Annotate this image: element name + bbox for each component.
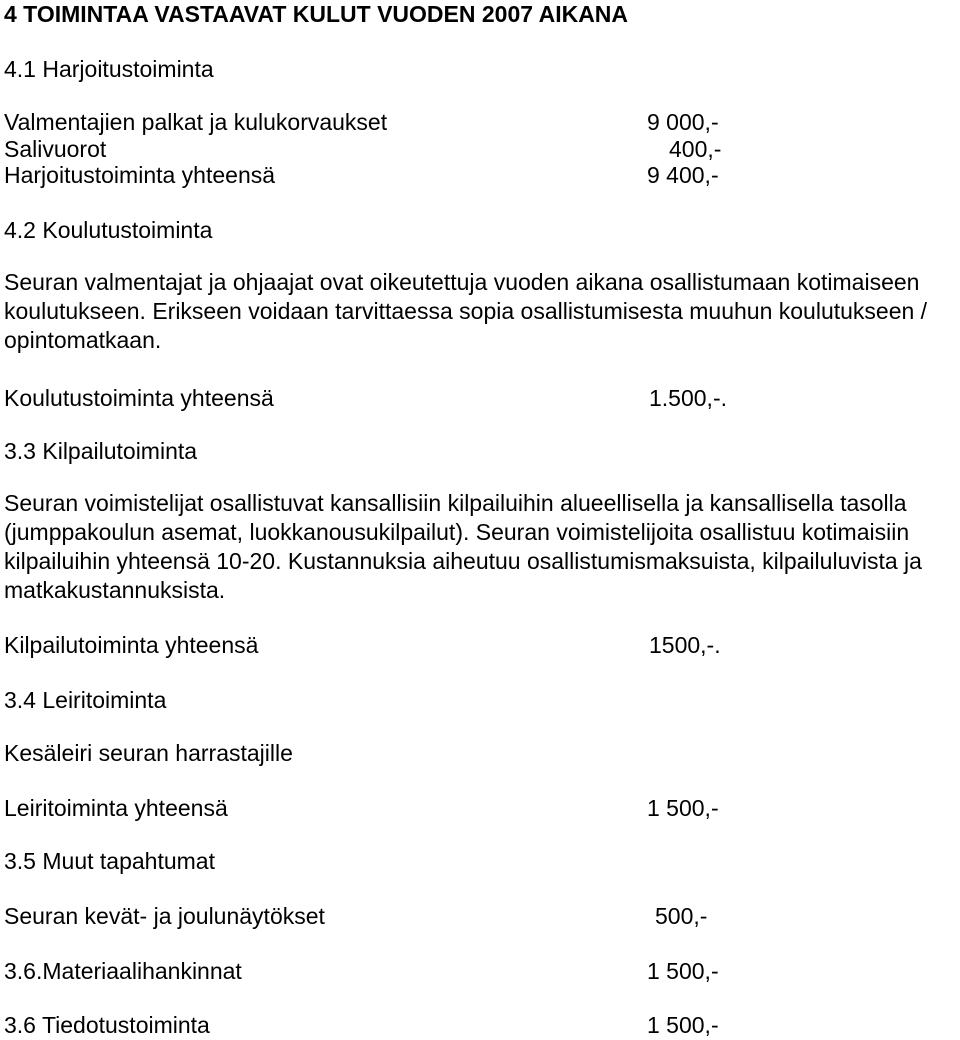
materiaali-amount: 1 500,- [647, 958, 719, 984]
kilpailu-paragraph: Seuran voimistelijat osallistuvat kansallisiin kilpailuihin alueellisella ja kansallisella tasolla (jumppakoulun asemat, luokkanousukilpailut). Seuran voimistelijoita osallistuu kotimaisiin kilpailuihin yhteensä 10-20. Kustannuksia aiheutuu osallistumismaksuista, kilpailuluvista ja matkakustannuksista. [4, 490, 922, 603]
muut-item-label: Seuran kevät- ja joulunäytökset [4, 903, 325, 929]
materiaali-label: 3.6.Materiaalihankinnat [4, 958, 242, 984]
section-heading-leiritoiminta: 3.4 Leiritoiminta [4, 687, 167, 713]
harjoitus-row-label: Salivuorot [4, 136, 107, 162]
leiri-item: Kesäleiri seuran harrastajille [4, 740, 293, 766]
harjoitus-total-label: Harjoitustoiminta yhteensä [4, 162, 276, 188]
section-heading-harjoitustoiminta: 4.1 Harjoitustoiminta [4, 56, 214, 82]
harjoitus-row-amount: 9 000,- [647, 109, 719, 135]
kilpailu-total-label: Kilpailutoiminta yhteensä [4, 632, 259, 658]
koulutus-total-amount: 1.500,-. [649, 385, 727, 411]
section-heading-muut-tapahtumat: 3.5 Muut tapahtumat [4, 848, 215, 874]
section-heading-koulutustoiminta: 4.2 Koulutustoiminta [4, 217, 213, 243]
harjoitus-row-label: Valmentajien palkat ja kulukorvaukset [4, 109, 388, 135]
harjoitus-total-amount: 9 400,- [647, 162, 719, 188]
muut-item-amount: 500,- [655, 903, 708, 929]
tiedotus-amount: 1 500,- [647, 1012, 719, 1038]
document-title: 4 TOIMINTAA VASTAAVAT KULUT VUODEN 2007 AIKANA [4, 1, 629, 27]
koulutus-total-label: Koulutustoiminta yhteensä [4, 385, 274, 411]
leiri-total-amount: 1 500,- [647, 795, 719, 821]
kilpailu-total-amount: 1500,-. [649, 632, 721, 658]
koulutus-paragraph: Seuran valmentajat ja ohjaajat ovat oikeutettuja vuoden aikana osallistumaan kotimaiseen koulutukseen. Erikseen voidaan tarvittaessa sopia osallistumisesta muuhun koulutukseen / opintomatkaan. [4, 269, 928, 353]
section-heading-kilpailutoiminta: 3.3 Kilpailutoiminta [4, 438, 198, 464]
leiri-total-label: Leiritoiminta yhteensä [4, 795, 228, 821]
harjoitus-row-amount: 400,- [669, 136, 722, 162]
tiedotus-label: 3.6 Tiedotustoiminta [4, 1012, 210, 1038]
